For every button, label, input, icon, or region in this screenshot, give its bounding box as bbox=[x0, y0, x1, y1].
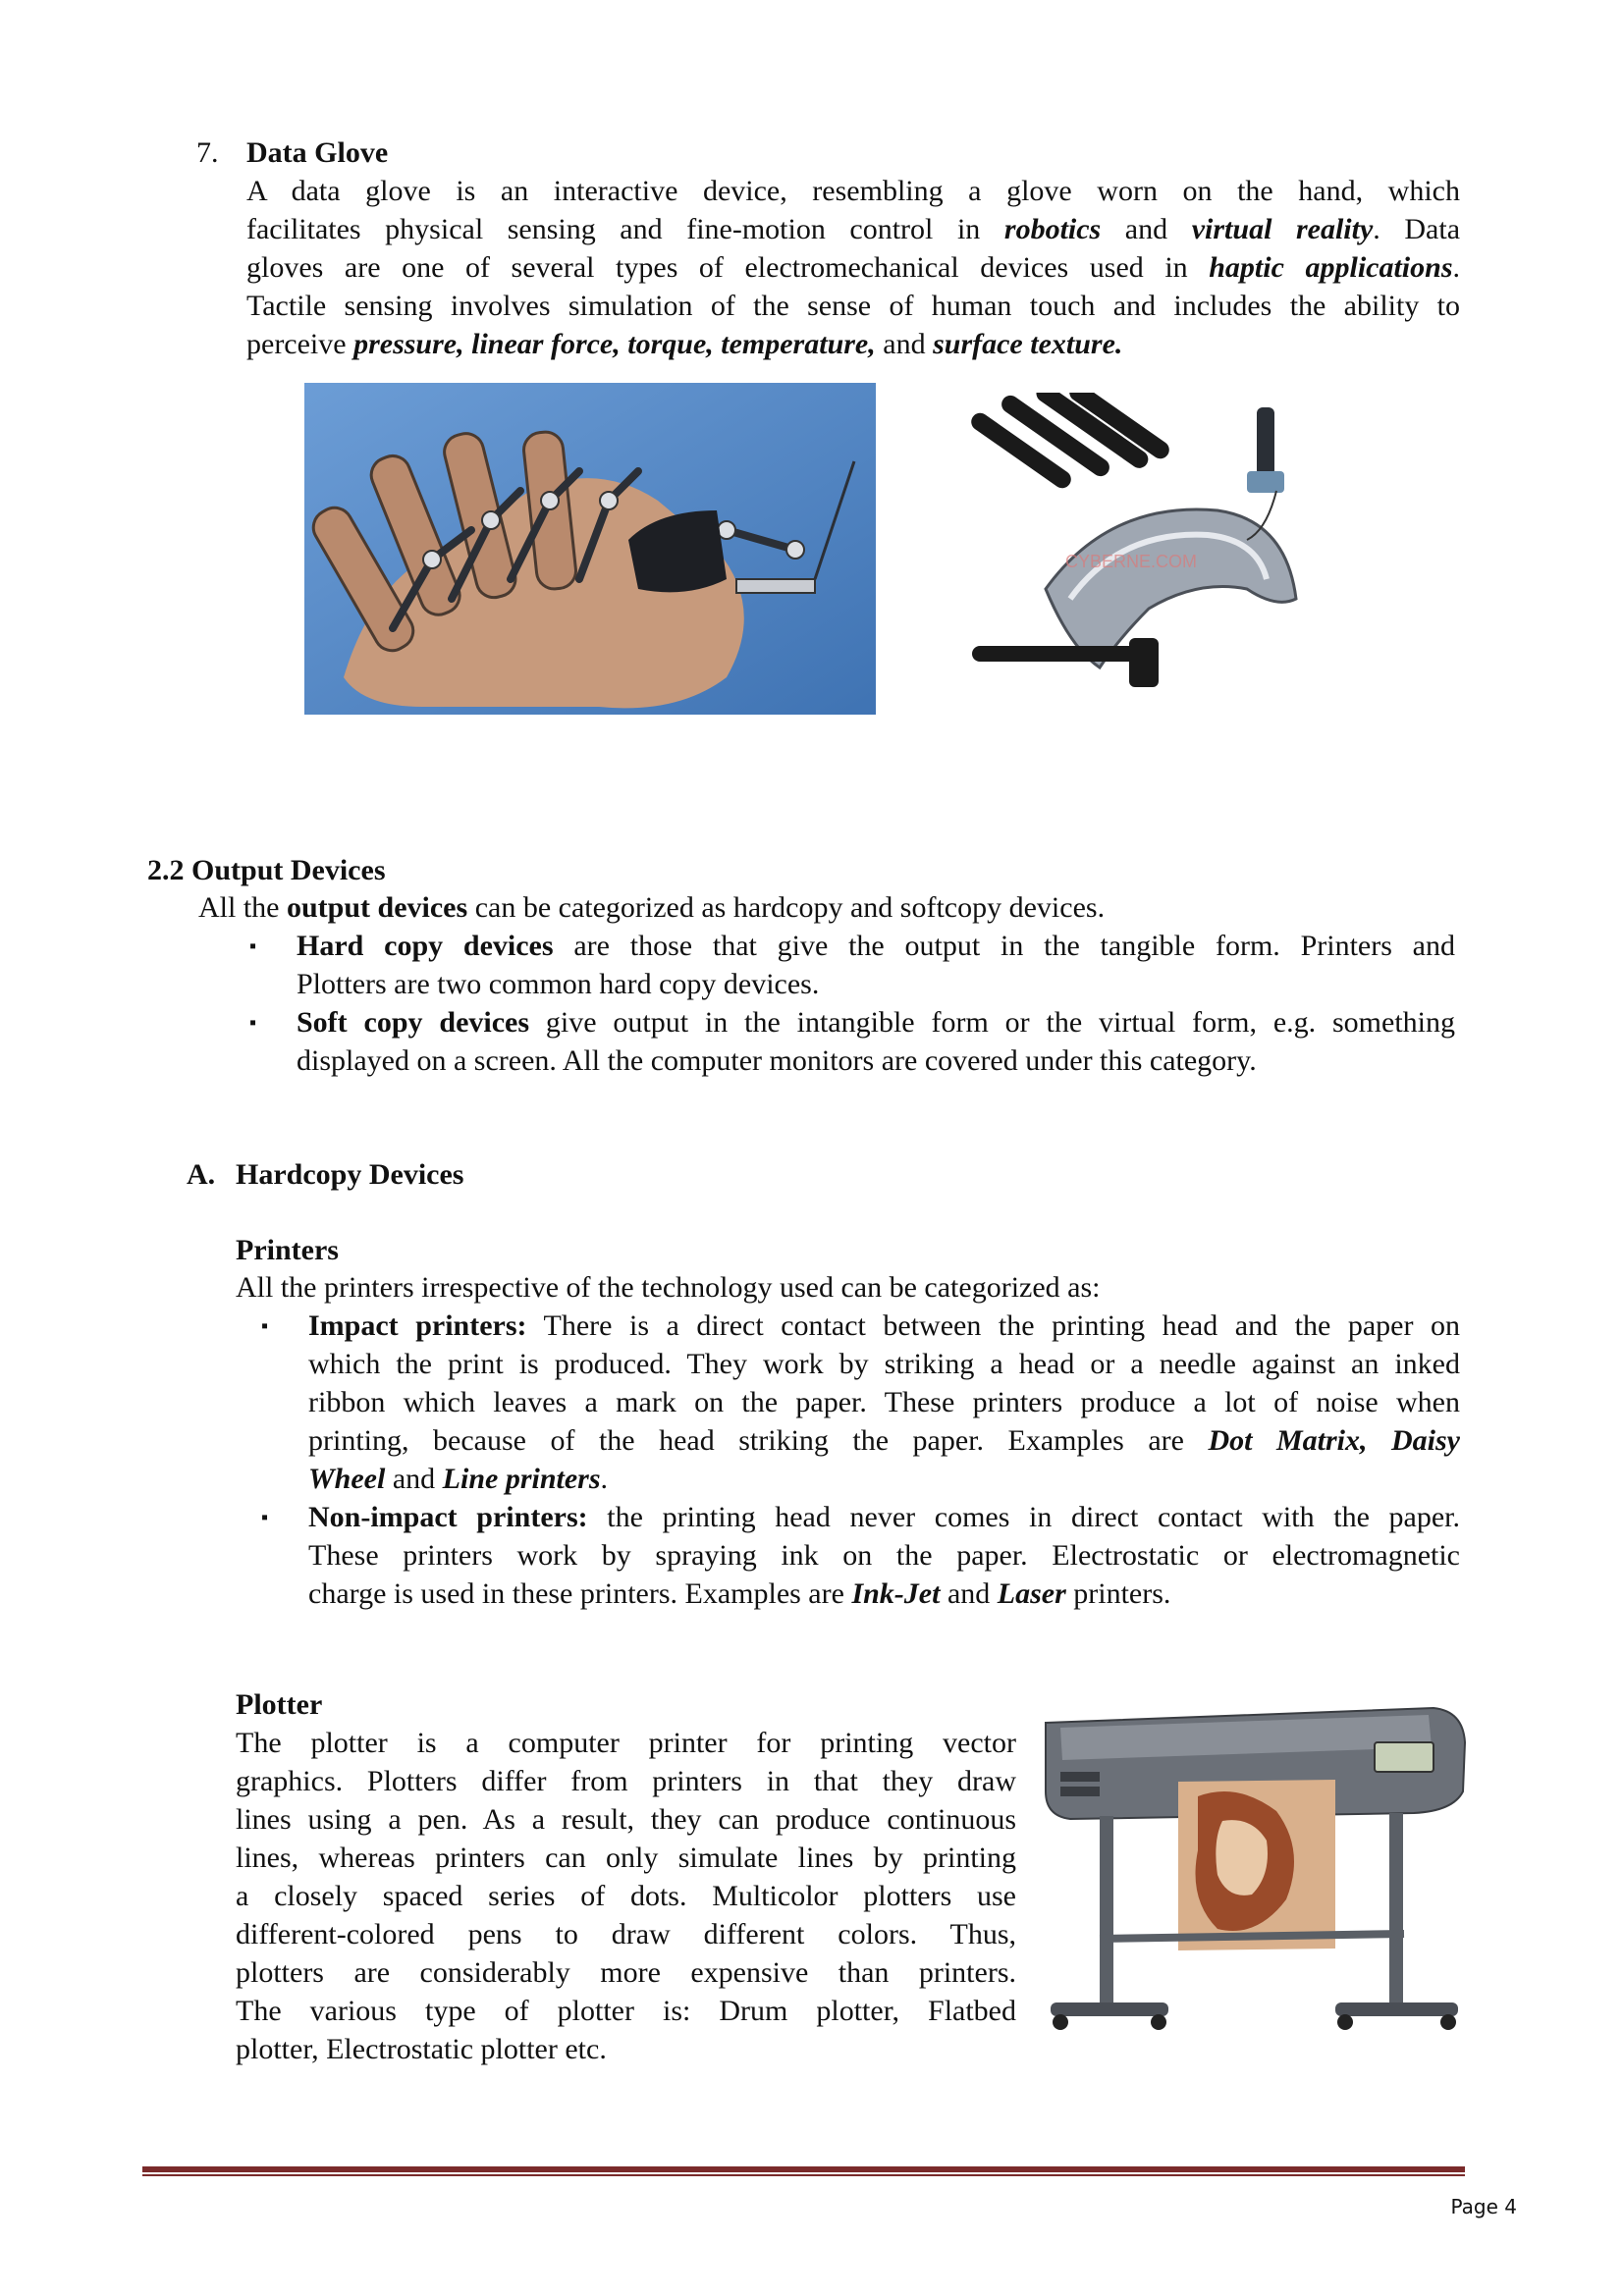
bullet-square: ▪ bbox=[249, 935, 257, 957]
hardcopy-bullet-line-1: Hard copy devices are those that give the output in the tangible form. Printers and bbox=[297, 930, 1455, 962]
hardcopy-bullet-line-2: Plotters are two common hard copy devices. bbox=[297, 968, 820, 1000]
footer-rule-thin bbox=[142, 2174, 1465, 2176]
data-glove-photo bbox=[304, 383, 876, 715]
glove-para-line-4: Tactile sensing involves simulation of the sense of human touch and includes the ability to bbox=[246, 290, 1460, 322]
section-number-7: 7. bbox=[196, 136, 219, 169]
printers-heading: Printers bbox=[236, 1234, 339, 1266]
plotter-line-3: lines using a pen. As a result, they can produce continuous bbox=[236, 1803, 1016, 1836]
plotter-line-8: The various type of plotter is: Drum plotter, Flatbed bbox=[236, 1995, 1016, 2027]
page-number: Page 4 bbox=[1450, 2195, 1517, 2218]
bullet-square: ▪ bbox=[249, 1012, 257, 1034]
hardcopy-label: A. bbox=[187, 1158, 216, 1191]
plotter-line-7: plotters are considerably more expensive than printers. bbox=[236, 1956, 1016, 1989]
plotter-line-5: a closely spaced series of dots. Multicolor plotters use bbox=[236, 1880, 1016, 1912]
plotter-line-4: lines, whereas printers can only simulate lines by printing bbox=[236, 1842, 1016, 1874]
haptic-device-photo bbox=[952, 393, 1335, 731]
bullet-square: ▪ bbox=[261, 1507, 269, 1528]
glove-para-line-1: A data glove is an interactive device, resembling a glove worn on the hand, which bbox=[246, 175, 1460, 207]
nonimpact-line-3: charge is used in these printers. Examples are Ink-Jet and Laser printers. bbox=[308, 1577, 1171, 1610]
plotter-line-6: different-colored pens to draw different colors. Thus, bbox=[236, 1918, 1016, 1950]
softcopy-bullet-line-2: displayed on a screen. All the computer monitors are covered under this category. bbox=[297, 1044, 1257, 1077]
nonimpact-line-2: These printers work by spraying ink on the paper. Electrostatic or electromagnetic bbox=[308, 1539, 1460, 1572]
glove-para-line-3: gloves are one of several types of electromechanical devices used in haptic applications. bbox=[246, 251, 1461, 284]
watermark-text: CYBERNE.COM bbox=[1065, 552, 1198, 571]
plotter-heading: Plotter bbox=[236, 1688, 323, 1721]
glove-para-line-2: facilitates physical sensing and fine-motion control in robotics and virtual reality. Data bbox=[246, 213, 1461, 245]
impact-line-5: Wheel and Line printers. bbox=[308, 1463, 609, 1495]
printers-intro: All the printers irrespective of the technology used can be categorized as: bbox=[236, 1271, 1101, 1304]
bullet-square: ▪ bbox=[261, 1315, 269, 1337]
impact-line-1: Impact printers: There is a direct contact between the printing head and the paper on bbox=[308, 1309, 1460, 1342]
glove-para-line-5: perceive pressure, linear force, torque, temperature, and surface texture. bbox=[246, 328, 1123, 360]
softcopy-bullet-line-1: Soft copy devices give output in the intangible form or the virtual form, e.g. something bbox=[297, 1006, 1455, 1039]
impact-line-2: which the print is produced. They work by striking a head or a needle against an inked bbox=[308, 1348, 1460, 1380]
hardcopy-heading: Hardcopy Devices bbox=[236, 1158, 464, 1191]
output-intro: All the output devices can be categorized as hardcopy and softcopy devices. bbox=[198, 891, 1106, 924]
output-devices-heading: 2.2 Output Devices bbox=[147, 854, 386, 886]
plotter-photo bbox=[1041, 1703, 1473, 2071]
data-glove-heading: Data Glove bbox=[246, 136, 389, 169]
impact-line-4: printing, because of the head striking the paper. Examples are Dot Matrix, Daisy bbox=[308, 1424, 1460, 1457]
nonimpact-line-1: Non-impact printers: the printing head never comes in direct contact with the paper. bbox=[308, 1501, 1461, 1533]
plotter-line-2: graphics. Plotters differ from printers in that they draw bbox=[236, 1765, 1016, 1797]
footer-rule bbox=[142, 2166, 1465, 2172]
impact-line-3: ribbon which leaves a mark on the paper. These printers produce a lot of noise when bbox=[308, 1386, 1460, 1418]
plotter-line-9: plotter, Electrostatic plotter etc. bbox=[236, 2033, 607, 2065]
plotter-line-1: The plotter is a computer printer for printing vector bbox=[236, 1727, 1016, 1759]
